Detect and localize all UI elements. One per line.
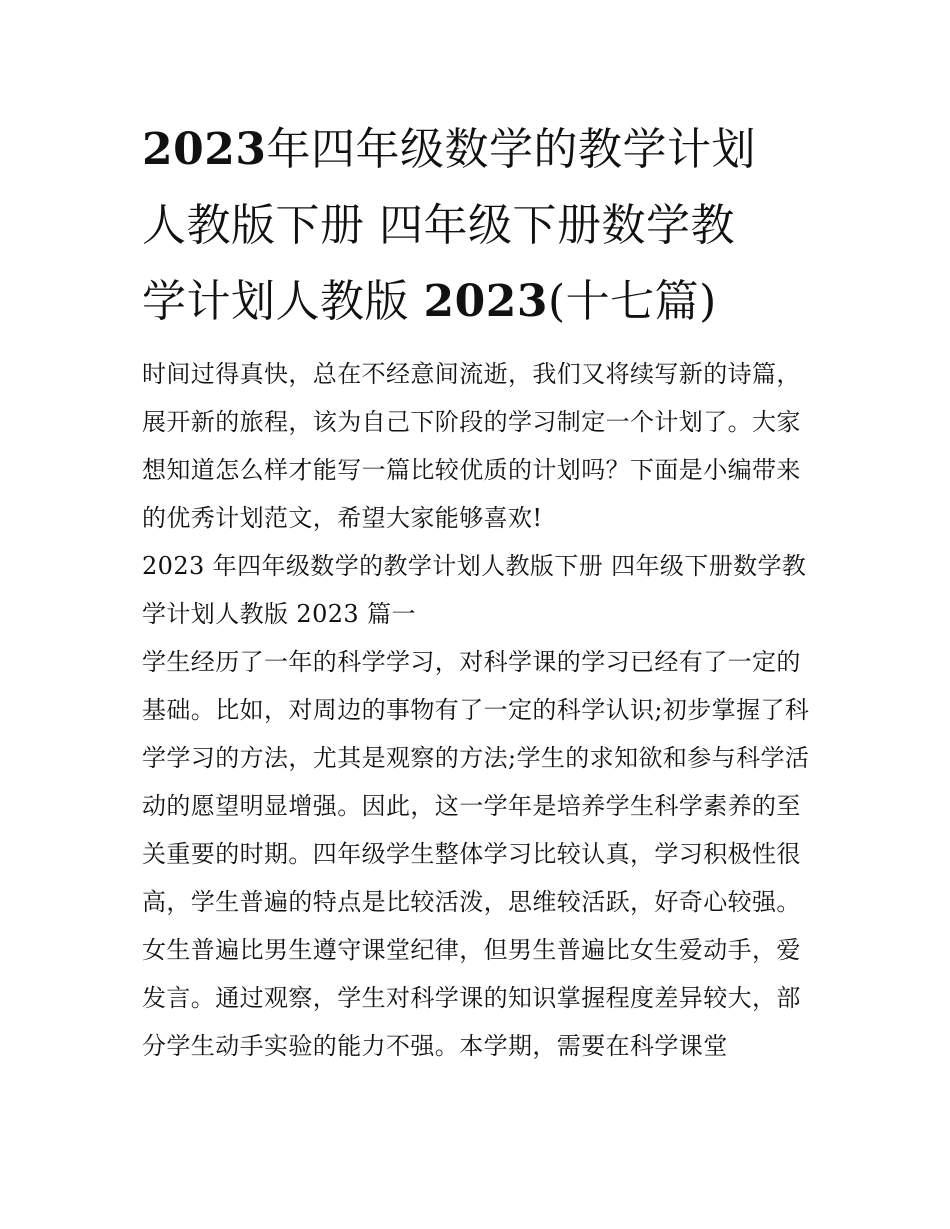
intro-paragraph: 时间过得真快，总在不经意间流逝，我们又将续写新的诗篇，展开新的旅程，该为自己下阶段的学习制定一个计划了。大家想知道怎么样才能写一篇比较优质的计划吗？下面是小编带来的优秀计划范文，希望大家能够喜欢! xyxy=(142,360,801,532)
document-page xyxy=(142,112,814,1070)
title-line3-prefix: 学计划人教版 xyxy=(142,276,424,327)
title-line3-year: 2023 xyxy=(423,276,548,327)
title-line2: 人教版下册 四年级下册数学教 xyxy=(142,200,735,251)
page-title xyxy=(142,112,814,340)
title-line3-suffix: (十七篇) xyxy=(547,276,717,327)
section-heading: 2023 年四年级数学的教学计划人教版下册 四年级下册数学教学计划人教版 2023 篇一 xyxy=(142,552,807,628)
title-year: 2023 xyxy=(142,124,267,175)
body-paragraph: 学生经历了一年的科学学习，对科学课的学习已经有了一定的基础。比如，对周边的事物有了一定的科学认识;初步掌握了科学学习的方法，尤其是观察的方法;学生的求知欲和参与科学活动的愿望明显增强。因此，这一学年是培养学生科学素养的至关重要的时期。四年级学生整体学习比较认真，学习积极性很高，学生普遍的特点是比较活泼，思维较活跃，好奇心较强。女生普遍比男生遵守课堂纪律，但男生普遍比女生爱动手，爱发言。通过观察，学生对科学课的知识掌握程度差异较大，部分学生动手实验的能力不强。本学期，需要在科学课堂 xyxy=(142,648,810,1060)
title-line1: 年四年级数学的教学计划 xyxy=(266,124,756,175)
